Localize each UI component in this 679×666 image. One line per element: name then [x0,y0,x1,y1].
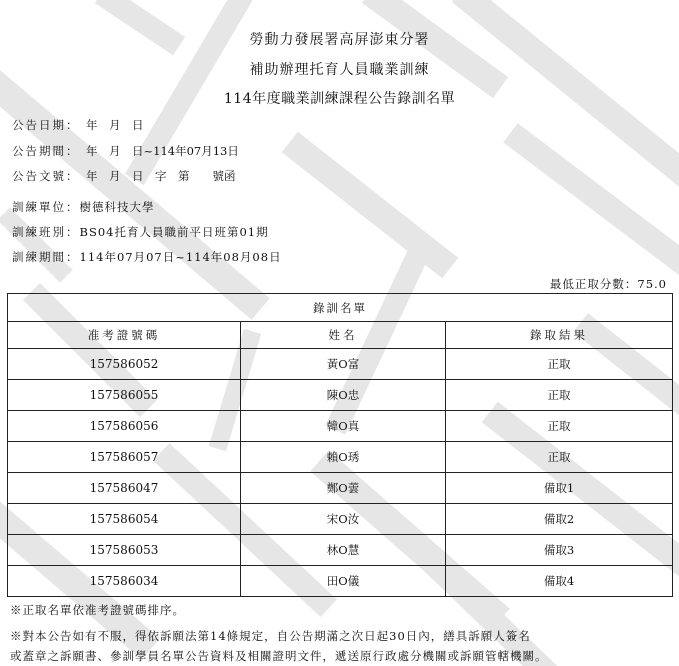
column-header-result: 錄取結果 [446,322,673,349]
exam-number-cell: 157586056 [8,411,241,442]
announcement-date-value: 年 月 日 [86,118,144,132]
exam-number-cell: 157586055 [8,380,241,411]
exam-number-cell: 157586034 [8,566,241,597]
appeal-note-line-1: ※對本公告如有不服，得依訴願法第14條規定，自公告期滿之次日起30日內，繕具訴願人簽名 [10,629,531,643]
announcement-period-label: 公告期間： [12,144,80,158]
table-row [8,473,673,504]
exam-number-cell: 157586052 [8,349,241,380]
training-period-row [12,249,282,265]
table-row [8,380,673,411]
name-cell: 田O儀 [241,566,446,597]
table-row [8,411,673,442]
training-unit-value: 樹德科技大學 [79,200,155,214]
training-period-value: 114年07月07日~114年08月08日 [79,250,282,264]
column-header-exam-number: 准考證號碼 [8,322,241,349]
name-cell: 陳O忠 [241,380,446,411]
table-row [8,349,673,380]
exam-number-cell: 157586054 [8,504,241,535]
name-cell: 林O慧 [241,535,446,566]
training-unit-label: 訓練單位： [12,200,80,214]
result-cell: 備取3 [446,535,673,566]
announcement-date-row [12,117,144,133]
training-class-label: 訓練班別： [12,225,80,239]
announcement-docno-label: 公告文號： [12,169,80,183]
roster-caption: 錄訓名單 [8,294,673,322]
result-cell: 正取 [446,442,673,473]
result-cell: 備取1 [446,473,673,504]
announcement-period-value: 年 月 日~114年07月13日 [86,144,239,158]
exam-number-cell: 157586057 [8,442,241,473]
exam-number-cell: 157586053 [8,535,241,566]
table-row [8,566,673,597]
result-cell: 備取4 [446,566,673,597]
announcement-docno-row [12,168,236,184]
name-cell: 黃O富 [241,349,446,380]
name-cell: 韓O真 [241,411,446,442]
table-row [8,442,673,473]
name-cell: 鄭O蕓 [241,473,446,504]
document-title: 114年度職業訓練課程公告錄訓名單 [223,91,456,107]
announcement-docno-value: 年 月 日 字 第 號函 [86,169,236,183]
exam-number-cell: 157586047 [8,473,241,504]
minimum-score: 最低正取分數：75.0 [549,277,667,291]
announcement-period-row [12,143,239,159]
training-period-label: 訓練期間： [12,250,80,264]
table-row [8,535,673,566]
agency-title: 勞動力發展署高屏澎東分署 [249,32,430,48]
result-cell: 正取 [446,380,673,411]
appeal-note-line-2: 或蓋章之訴願書、參訓學員名單公告資料及相關證明文件，遞送原行政處分機關或訴願管轄機關。 [10,649,548,663]
result-cell: 正取 [446,349,673,380]
training-class-value: BS04托育人員職前平日班第01期 [79,225,269,239]
name-cell: 賴O琇 [241,442,446,473]
announcement-date-label: 公告日期： [12,118,80,132]
program-title: 補助辦理托育人員職業訓練 [249,62,430,78]
admission-roster-table [7,293,673,597]
column-header-name: 姓名 [241,322,446,349]
sort-order-note: ※正取名單依准考證號碼排序。 [10,603,185,617]
result-cell: 備取2 [446,504,673,535]
training-class-row [12,224,269,240]
table-row [8,504,673,535]
name-cell: 宋O汝 [241,504,446,535]
result-cell: 正取 [446,411,673,442]
training-unit-row [12,199,155,215]
